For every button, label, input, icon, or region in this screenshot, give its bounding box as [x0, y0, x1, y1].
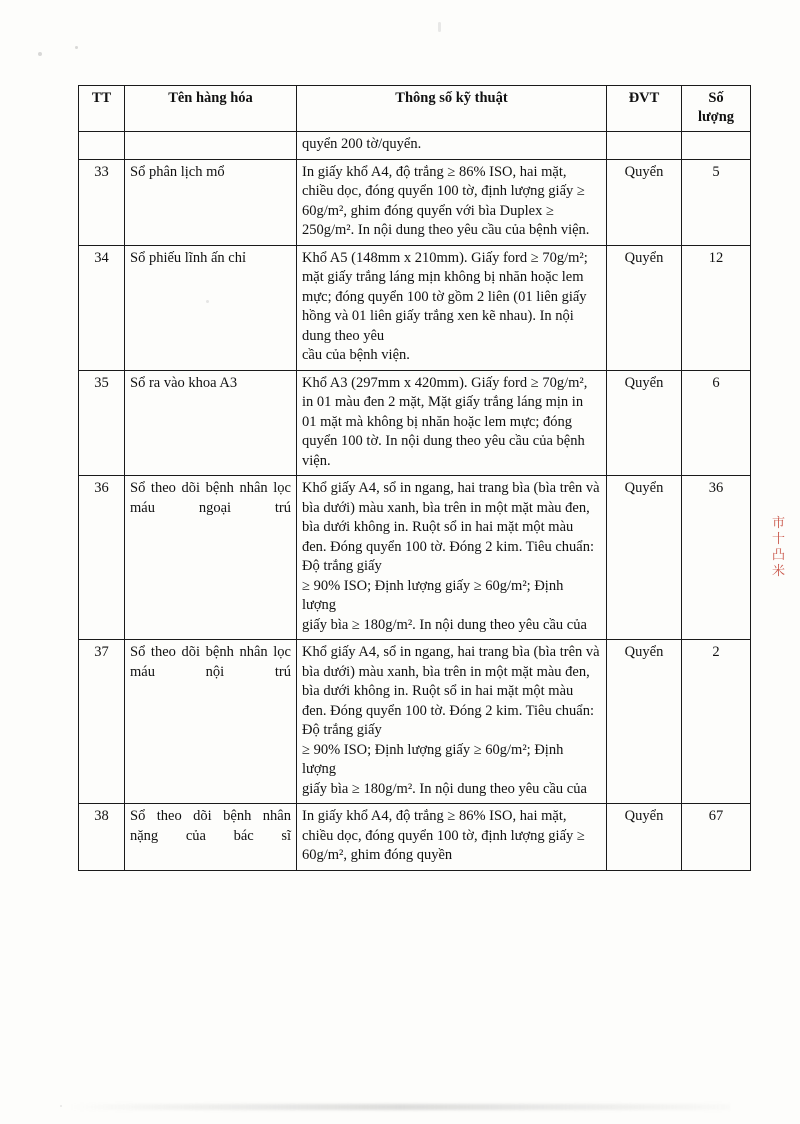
- cell-spec-line: giấy bìa ≥ 180g/m². In nội dung theo yêu cầu của: [302, 780, 587, 797]
- cell-tt: 37: [79, 640, 125, 804]
- table-header: [79, 86, 751, 132]
- cell-tt: 33: [79, 159, 125, 245]
- cell-quantity: 5: [682, 159, 751, 245]
- cell-tt: 34: [79, 245, 125, 370]
- scan-speck: [60, 1105, 62, 1107]
- cell-spec-line: ≥ 90% ISO; Định lượng giấy ≥ 60g/m²; Định lượng: [302, 741, 564, 777]
- cell-quantity: 36: [682, 476, 751, 640]
- cell-name: Sổ phiếu lĩnh ấn chỉ: [125, 245, 297, 370]
- column-header-quantity-line1: Số: [708, 90, 724, 106]
- scan-speck: [38, 52, 42, 56]
- cell-spec-line: bìa dưới) màu xanh, bìa trên in một mặt màu đen, bìa dưới không in. Ruột sổ in hai mặt một màu đen. Đóng quyển 100 tờ. Đóng 2 kim. Tiêu chuẩn: Độ trắng giấy: [302, 499, 595, 574]
- column-header-unit: ĐVT: [607, 86, 682, 132]
- cell-spec: [297, 245, 607, 370]
- cell-unit: Quyển: [607, 640, 682, 804]
- cell-name: Sổ theo dõi bệnh nhân lọc máu ngoại trú: [125, 476, 297, 640]
- cell-unit: [607, 132, 682, 160]
- scan-smudge: [70, 1104, 730, 1110]
- cell-unit: Quyển: [607, 159, 682, 245]
- cell-spec-line: ≥ 90% ISO; Định lượng giấy ≥ 60g/m²; Định lượng: [302, 577, 564, 613]
- goods-specification-table: [78, 85, 751, 871]
- cell-quantity: 2: [682, 640, 751, 804]
- column-header-name: Tên hàng hóa: [125, 86, 297, 132]
- cell-unit: Quyển: [607, 370, 682, 476]
- cell-unit: Quyển: [607, 476, 682, 640]
- cell-quantity: 6: [682, 370, 751, 476]
- cell-tt: 35: [79, 370, 125, 476]
- cell-tt: 38: [79, 804, 125, 871]
- scan-speck: [438, 22, 441, 32]
- cell-name: Sổ theo dõi bệnh nhân nặng của bác sĩ: [125, 804, 297, 871]
- cell-unit: Quyển: [607, 804, 682, 871]
- cell-quantity: 12: [682, 245, 751, 370]
- cell-spec: In giấy khổ A4, độ trắng ≥ 86% ISO, hai mặt, chiều dọc, đóng quyển 100 tờ, định lượng giấy ≥ 60g/m², ghim đóng quyền: [297, 804, 607, 871]
- column-header-quantity-line2: lượng: [697, 109, 735, 125]
- table-row: [79, 476, 751, 640]
- cell-quantity: [682, 132, 751, 160]
- side-stamp-line: 米: [771, 563, 786, 578]
- table-row: [79, 804, 751, 871]
- cell-spec: [297, 640, 607, 804]
- cell-tt: [79, 132, 125, 160]
- table-row-continuation: [79, 132, 751, 160]
- cell-spec-line: bìa dưới) màu xanh, bìa trên in một mặt màu đen, bìa dưới không in. Ruột sổ in hai mặt một màu đen. Đóng quyển 100 tờ. Đóng 2 kim. Tiêu chuẩn: Độ trắng giấy: [302, 663, 595, 738]
- table-header-row: [79, 86, 751, 132]
- scan-speck: [75, 46, 78, 49]
- column-header-tt: TT: [79, 86, 125, 132]
- side-stamp-line: 十: [771, 531, 786, 546]
- side-stamp: [766, 515, 792, 645]
- cell-spec: Khổ A3 (297mm x 420mm). Giấy ford ≥ 70g/m², in 01 màu đen 2 mặt, Mặt giấy trắng láng mịn in 01 mặt mà không bị nhăn hoặc lem mực; đóng quyển 100 tờ. In nội dung theo yêu cầu của bệnh viện.: [297, 370, 607, 476]
- cell-spec: [297, 476, 607, 640]
- cell-quantity: 67: [682, 804, 751, 871]
- table-body: [79, 132, 751, 871]
- side-stamp-line: 凸: [771, 547, 786, 562]
- side-stamp-line: 市: [771, 515, 786, 530]
- cell-spec: quyển 200 tờ/quyển.: [297, 132, 607, 160]
- column-header-quantity: [682, 86, 751, 132]
- table-row: [79, 640, 751, 804]
- cell-spec-line: giấy bìa ≥ 180g/m². In nội dung theo yêu cầu của: [302, 616, 587, 633]
- table-row: [79, 370, 751, 476]
- cell-unit: Quyển: [607, 245, 682, 370]
- cell-spec-line: Khổ giấy A4, sổ in ngang, hai trang bìa (bìa trên và: [302, 480, 600, 496]
- cell-name: Sổ theo dõi bệnh nhân lọc máu nội trú: [125, 640, 297, 804]
- table-row: [79, 159, 751, 245]
- cell-tt: 36: [79, 476, 125, 640]
- column-header-spec: Thông số kỹ thuật: [297, 86, 607, 132]
- cell-name: Sổ ra vào khoa A3: [125, 370, 297, 476]
- cell-name: [125, 132, 297, 160]
- cell-name: Sổ phân lịch mổ: [125, 159, 297, 245]
- cell-spec-main: Khổ A5 (148mm x 210mm). Giấy ford ≥ 70g/m²; mặt giấy trắng láng mịn không bị nhăn hoặc lem mực; đóng quyển 100 tờ gồm 2 liên (01 liên giấy hồng và 01 liên giấy trắng xen kẽ nhau). In nội dung theo yêu: [302, 249, 588, 344]
- cell-spec-line: Khổ giấy A4, sổ in ngang, hai trang bìa (bìa trên và: [302, 644, 600, 660]
- table-row: [79, 245, 751, 370]
- cell-spec: In giấy khổ A4, độ trắng ≥ 86% ISO, hai mặt, chiều dọc, đóng quyển 100 tờ, định lượng giấy ≥ 60g/m², ghim đóng quyển với bìa Duplex ≥ 250g/m². In nội dung theo yêu cầu của bệnh viện.: [297, 159, 607, 245]
- cell-spec-tail: cầu của bệnh viện.: [302, 347, 410, 363]
